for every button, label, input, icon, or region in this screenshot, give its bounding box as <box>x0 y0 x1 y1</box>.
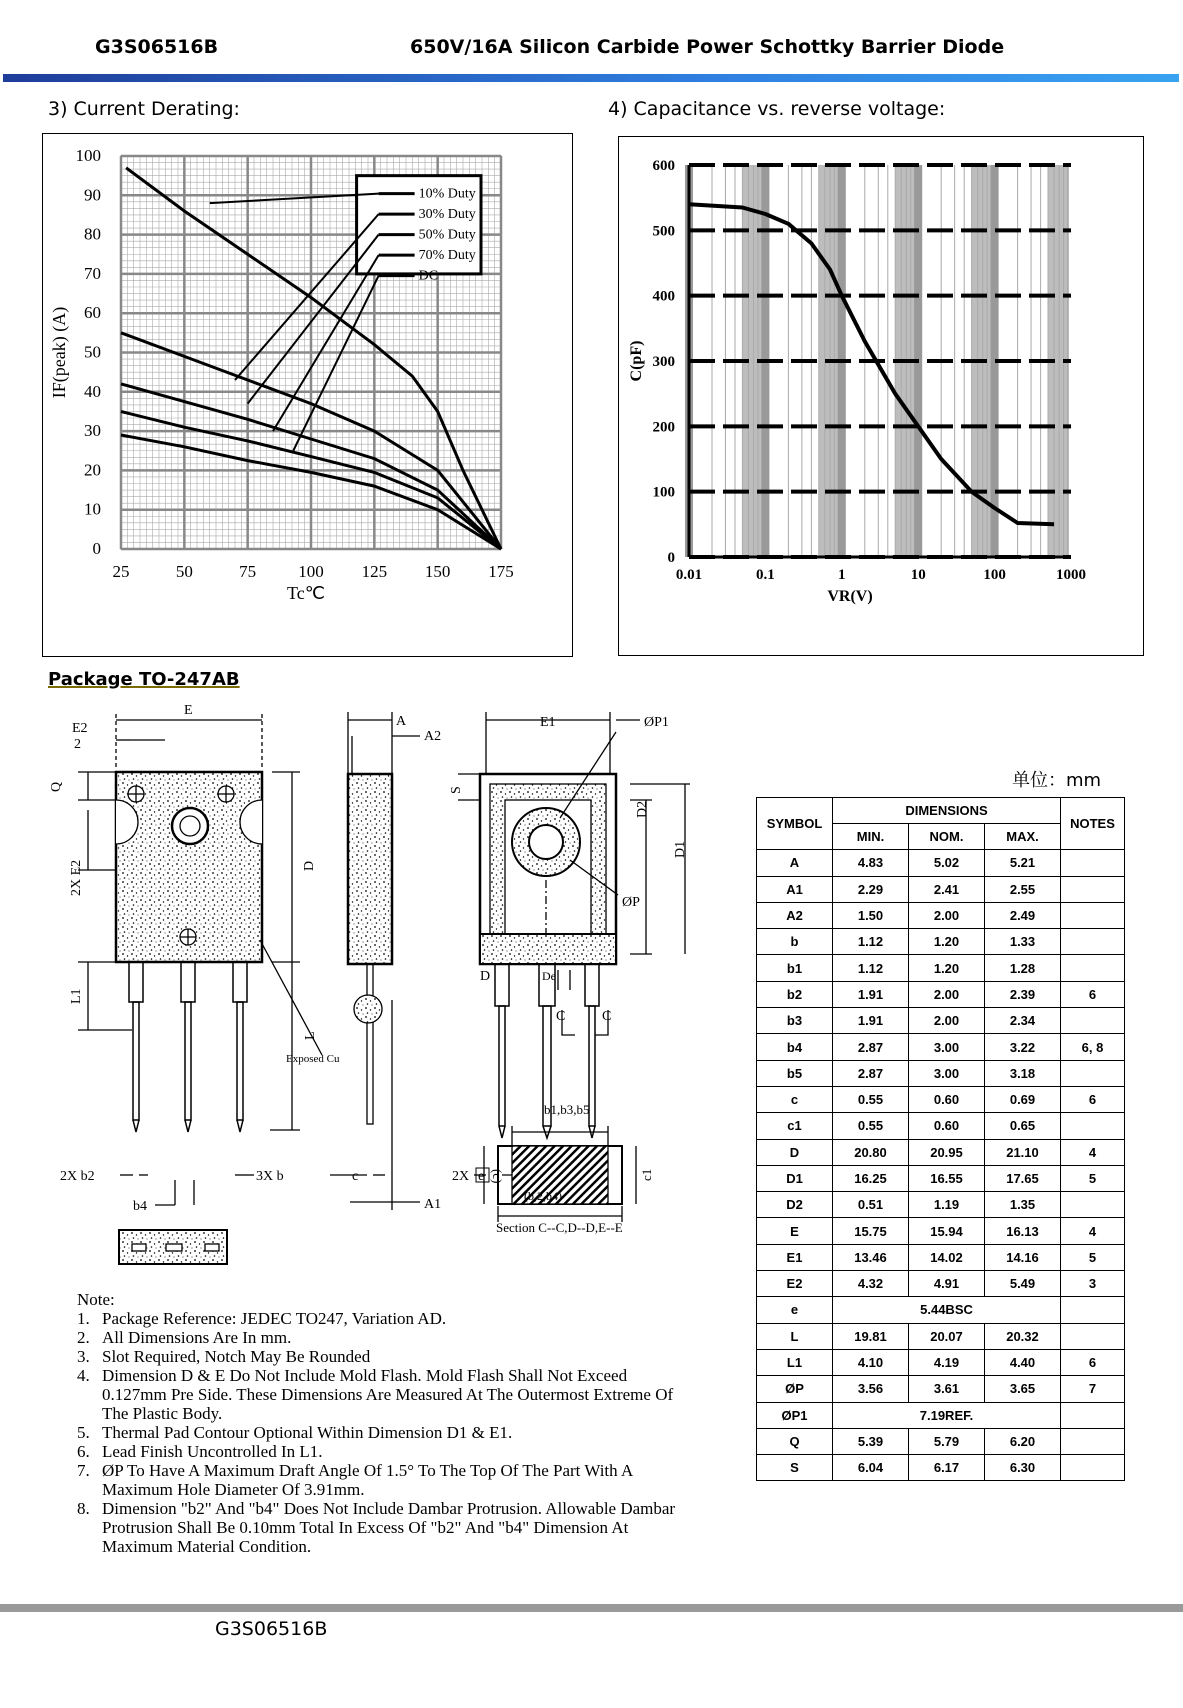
cell-notes <box>1061 1297 1125 1323</box>
cell-notes <box>1061 1113 1125 1139</box>
cell-notes: 5 <box>1061 1244 1125 1270</box>
table-row <box>757 1192 1125 1218</box>
cell-min: 1.91 <box>833 981 909 1007</box>
dim-label-L1: L1 <box>69 988 84 1004</box>
cell-max: 6.30 <box>985 1455 1061 1481</box>
y-tick-label: 600 <box>652 158 675 174</box>
cell-min: 4.83 <box>833 850 909 876</box>
dim-label-b1b3b5: b1,b3,b5 <box>544 1102 590 1117</box>
cell-symbol: b <box>757 929 833 955</box>
table-row <box>757 1349 1125 1375</box>
cell-notes <box>1061 1455 1125 1481</box>
table-row <box>757 1376 1125 1402</box>
cell-notes <box>1061 1060 1125 1086</box>
table-row <box>757 1086 1125 1112</box>
dim-label-b2b4: (b,2,b4) <box>524 1189 562 1203</box>
cell-symbol: A1 <box>757 876 833 902</box>
note-number: 1. <box>77 1309 90 1328</box>
note-number: 6. <box>77 1442 90 1461</box>
table-row <box>757 1060 1125 1086</box>
cell-symbol: Q <box>757 1428 833 1454</box>
dim-label-c: c <box>352 1169 359 1184</box>
x-tick-label: 1000 <box>1056 567 1086 583</box>
cell-nom: 2.00 <box>909 981 985 1007</box>
table-row <box>757 876 1125 902</box>
cell-nom: 1.20 <box>909 955 985 981</box>
dim-label-A: A <box>396 714 407 729</box>
cell-nom: 20.07 <box>909 1323 985 1349</box>
y-tick-label: 60 <box>84 303 101 323</box>
y-tick-label: 90 <box>84 185 101 205</box>
note-item <box>77 1366 677 1423</box>
cell-max: 1.28 <box>985 955 1061 981</box>
dim-label-D1: D1 <box>673 840 688 858</box>
cell-notes <box>1061 850 1125 876</box>
notes-heading: Note: <box>77 1290 115 1309</box>
table-row <box>757 1139 1125 1165</box>
cell-symbol: E2 <box>757 1271 833 1297</box>
cell-nom: 0.60 <box>909 1086 985 1112</box>
note-item <box>77 1423 677 1442</box>
cell-notes <box>1061 876 1125 902</box>
cell-nom: 3.00 <box>909 1060 985 1086</box>
cell-min: 4.32 <box>833 1271 909 1297</box>
cell-min: 0.55 <box>833 1086 909 1112</box>
x-tick-label: 125 <box>361 562 388 581</box>
footer-part-number: G3S06516B <box>215 1618 328 1640</box>
note-item <box>77 1499 677 1556</box>
header-rule <box>3 74 1179 82</box>
cell-max: 1.33 <box>985 929 1061 955</box>
y-axis-label: C(pF) <box>628 340 645 382</box>
cell-min: 20.80 <box>833 1139 909 1165</box>
cell-max: 6.20 <box>985 1428 1061 1454</box>
cell-symbol: c <box>757 1086 833 1112</box>
y-tick-label: 0 <box>667 550 675 566</box>
cell-nom: 16.55 <box>909 1165 985 1191</box>
cell-symbol: ØP <box>757 1376 833 1402</box>
x-tick-label: 50 <box>175 562 193 581</box>
dim-label-2x: 2X <box>452 1169 470 1184</box>
cell-min: 1.12 <box>833 955 909 981</box>
note-item <box>77 1442 677 1461</box>
cell-symbol: b3 <box>757 1008 833 1034</box>
table-row <box>757 1244 1125 1270</box>
table-row <box>757 1402 1125 1428</box>
y-tick-label: 80 <box>84 224 101 244</box>
exposed-cu-label: Exposed Cu <box>286 1053 340 1065</box>
cell-min: 2.87 <box>833 1034 909 1060</box>
y-tick-label: 40 <box>84 381 101 401</box>
cell-max: 14.16 <box>985 1244 1061 1270</box>
y-tick-label: 30 <box>84 421 101 441</box>
cell-notes: 4 <box>1061 1218 1125 1244</box>
cell-max: 2.39 <box>985 981 1061 1007</box>
legend-entry: 50% Duty <box>418 227 476 243</box>
table-row <box>757 1455 1125 1481</box>
x-tick-label: 150 <box>424 562 451 581</box>
capacitance-chart <box>618 136 1144 656</box>
dim-label-2xb2: 2X b2 <box>60 1169 95 1184</box>
dim-label-E2-div: 2 <box>74 737 81 752</box>
cell-nom: 1.19 <box>909 1192 985 1218</box>
section-caption: Section C--C,D--D,E--E <box>496 1220 623 1235</box>
cell-nom: 2.00 <box>909 902 985 928</box>
cell-nom: 6.17 <box>909 1455 985 1481</box>
section-label-C-left: C <box>556 1009 566 1024</box>
x-tick-label: 1 <box>838 567 846 583</box>
package-drawing <box>40 700 760 1280</box>
note-number: 4. <box>77 1366 90 1385</box>
cell-max: 2.55 <box>985 876 1061 902</box>
legend-entry: 30% Duty <box>418 207 476 223</box>
table-row <box>757 850 1125 876</box>
cell-max: 0.65 <box>985 1113 1061 1139</box>
cell-symbol: c1 <box>757 1113 833 1139</box>
col-dimensions: DIMENSIONS <box>833 798 1061 824</box>
note-text: All Dimensions Are In mm. <box>102 1328 292 1347</box>
cell-nom: 2.41 <box>909 876 985 902</box>
table-row <box>757 1428 1125 1454</box>
cell-max: 0.69 <box>985 1086 1061 1112</box>
cell-symbol: L1 <box>757 1349 833 1375</box>
cell-min: 1.50 <box>833 902 909 928</box>
cell-notes <box>1061 902 1125 928</box>
cell-nom: 3.00 <box>909 1034 985 1060</box>
cell-max: 17.65 <box>985 1165 1061 1191</box>
dim-label-c1: c1 <box>639 1168 654 1181</box>
y-tick-label: 10 <box>84 499 101 519</box>
y-tick-label: 300 <box>652 354 675 370</box>
section3-title: 3) Current Derating: <box>48 98 240 120</box>
legend-entry: 10% Duty <box>418 186 476 202</box>
col-notes: NOTES <box>1061 798 1125 850</box>
table-row <box>757 1113 1125 1139</box>
cell-symbol: D <box>757 1139 833 1165</box>
cell-notes <box>1061 1428 1125 1454</box>
cell-dimension-span: 7.19REF. <box>833 1402 1061 1428</box>
x-tick-label: 25 <box>112 562 130 581</box>
note-text: Dimension D & E Do Not Include Mold Flash. Mold Flash Shall Not Exceed 0.127mm Pre Side. These Dimensions Are Measured At The Outermost Extreme Of The Plastic Body. <box>102 1366 674 1423</box>
dim-label-2xE2: 2X E2 <box>69 859 84 896</box>
y-tick-label: 0 <box>92 539 101 558</box>
cell-min: 15.75 <box>833 1218 909 1244</box>
cell-nom: 4.19 <box>909 1349 985 1375</box>
cell-nom: 5.79 <box>909 1428 985 1454</box>
cell-max: 3.65 <box>985 1376 1061 1402</box>
x-tick-label: 100 <box>983 567 1006 583</box>
dim-label-E1: E1 <box>540 715 556 730</box>
cell-notes: 6 <box>1061 1349 1125 1375</box>
section-label-De: De <box>542 969 556 983</box>
cell-min: 5.39 <box>833 1428 909 1454</box>
note-number: 8. <box>77 1499 90 1518</box>
cell-dimension-span: 5.44BSC <box>833 1297 1061 1323</box>
cell-nom: 3.61 <box>909 1376 985 1402</box>
cell-max: 2.49 <box>985 902 1061 928</box>
cell-min: 2.87 <box>833 1060 909 1086</box>
cell-nom: 15.94 <box>909 1218 985 1244</box>
cell-symbol: E1 <box>757 1244 833 1270</box>
cell-nom: 2.00 <box>909 1008 985 1034</box>
dim-label-D2: D2 <box>635 800 650 818</box>
table-row <box>757 1165 1125 1191</box>
dim-label-Q: Q <box>49 781 64 792</box>
cell-notes <box>1061 1323 1125 1349</box>
cell-min: 1.91 <box>833 1008 909 1034</box>
note-number: 3. <box>77 1347 90 1366</box>
footer-rule <box>0 1604 1183 1612</box>
section-label-C-right: C <box>602 1009 612 1024</box>
header-title: 650V/16A Silicon Carbide Power Schottky Barrier Diode <box>410 36 1005 58</box>
cell-notes: 3 <box>1061 1271 1125 1297</box>
table-row <box>757 955 1125 981</box>
table-row <box>757 981 1125 1007</box>
x-tick-label: 100 <box>298 562 324 581</box>
note-text: ØP To Have A Maximum Draft Angle Of 1.5° To The Top Of The Part With A Maximum Hole Diameter Of 3.91mm. <box>102 1461 633 1499</box>
cell-notes: 6 <box>1061 981 1125 1007</box>
cell-notes: 6, 8 <box>1061 1034 1125 1060</box>
dimension-table <box>756 797 1125 1481</box>
cell-symbol: b5 <box>757 1060 833 1086</box>
table-row <box>757 929 1125 955</box>
cell-symbol: b4 <box>757 1034 833 1060</box>
cell-notes <box>1061 929 1125 955</box>
cell-symbol: b1 <box>757 955 833 981</box>
note-text: Package Reference: JEDEC TO247, Variation AD. <box>102 1309 447 1328</box>
note-item <box>77 1309 677 1328</box>
cell-max: 5.21 <box>985 850 1061 876</box>
x-axis-label: VR(V) <box>827 588 873 605</box>
cell-symbol: E <box>757 1218 833 1244</box>
note-item <box>77 1328 677 1347</box>
table-row <box>757 1008 1125 1034</box>
dim-label-3xb: 3X b <box>256 1169 284 1184</box>
cell-min: 13.46 <box>833 1244 909 1270</box>
note-text: Dimension "b2" And "b4" Does Not Include Dambar Protrusion. Allowable Dambar Protrusion Shall Be 0.10mm Total In Excess Of "b2" And "b4" Dimension At Maximum Material Condition. <box>102 1499 676 1556</box>
x-tick-label: 0.01 <box>675 567 703 583</box>
dim-label-c-paren: (c) <box>490 1169 505 1184</box>
cell-symbol: A <box>757 850 833 876</box>
cell-symbol: D2 <box>757 1192 833 1218</box>
dim-label-E2: E2 <box>72 721 88 736</box>
section-label-D: D <box>480 969 491 984</box>
cell-symbol: D1 <box>757 1165 833 1191</box>
dim-label-b4: b4 <box>133 1199 147 1214</box>
cell-max: 3.18 <box>985 1060 1061 1086</box>
x-tick-label: 0.1 <box>756 567 775 583</box>
cell-min: 16.25 <box>833 1165 909 1191</box>
table-row <box>757 1034 1125 1060</box>
y-tick-label: 100 <box>75 146 101 165</box>
cell-max: 21.10 <box>985 1139 1061 1165</box>
package-title: Package TO-247AB <box>48 669 240 690</box>
y-axis-label: IF(peak) (A) <box>49 306 69 399</box>
cell-nom: 0.60 <box>909 1113 985 1139</box>
note-text: Slot Required, Notch May Be Rounded <box>102 1347 371 1366</box>
cell-max: 16.13 <box>985 1218 1061 1244</box>
cell-notes: 6 <box>1061 1086 1125 1112</box>
cell-symbol: b2 <box>757 981 833 1007</box>
cell-max: 1.35 <box>985 1192 1061 1218</box>
dim-label-A2: A2 <box>424 729 442 744</box>
y-tick-label: 200 <box>652 419 675 436</box>
cell-max: 5.49 <box>985 1271 1061 1297</box>
current-derating-chart <box>42 133 573 657</box>
note-number: 2. <box>77 1328 90 1347</box>
cell-max: 4.40 <box>985 1349 1061 1375</box>
cell-nom: 20.95 <box>909 1139 985 1165</box>
col-max: MAX. <box>985 824 1061 850</box>
col-nom: NOM. <box>909 824 985 850</box>
cell-nom: 5.02 <box>909 850 985 876</box>
cell-min: 19.81 <box>833 1323 909 1349</box>
y-tick-label: 70 <box>84 263 101 283</box>
table-row <box>757 902 1125 928</box>
dim-label-P: ØP <box>622 895 640 910</box>
section4-title: 4) Capacitance vs. reverse voltage: <box>608 98 946 120</box>
cell-max: 3.22 <box>985 1034 1061 1060</box>
cell-max: 20.32 <box>985 1323 1061 1349</box>
cell-notes <box>1061 1402 1125 1428</box>
x-tick-label: 175 <box>488 562 514 581</box>
note-number: 5. <box>77 1423 90 1442</box>
dim-label-E: E <box>184 703 193 718</box>
dim-label-D: D <box>302 860 317 871</box>
cell-symbol: ØP1 <box>757 1402 833 1428</box>
cell-symbol: A2 <box>757 902 833 928</box>
cell-min: 0.55 <box>833 1113 909 1139</box>
header-part-number: G3S06516B <box>95 36 219 58</box>
y-tick-label: 20 <box>84 460 101 480</box>
x-tick-label: 75 <box>239 562 257 581</box>
capacitance-plot <box>619 137 1143 655</box>
cell-nom: 14.02 <box>909 1244 985 1270</box>
col-min: MIN. <box>833 824 909 850</box>
table-row <box>757 1297 1125 1323</box>
note-item <box>77 1461 677 1499</box>
y-tick-label: 500 <box>652 223 675 240</box>
cell-notes <box>1061 955 1125 981</box>
col-symbol: SYMBOL <box>757 798 833 850</box>
note-text: Lead Finish Uncontrolled In L1. <box>102 1442 323 1461</box>
cell-nom: 4.91 <box>909 1271 985 1297</box>
current-derating-plot <box>43 134 572 656</box>
dim-label-P1: ØP1 <box>644 715 669 730</box>
cell-symbol: S <box>757 1455 833 1481</box>
cell-min: 3.56 <box>833 1376 909 1402</box>
table-row <box>757 1323 1125 1349</box>
dim-label-e: e <box>478 1169 485 1184</box>
cell-notes <box>1061 1192 1125 1218</box>
cell-symbol: L <box>757 1323 833 1349</box>
legend-entry: 70% Duty <box>418 248 476 264</box>
legend-entry: DC <box>418 268 439 284</box>
cell-notes: 7 <box>1061 1376 1125 1402</box>
cell-min: 6.04 <box>833 1455 909 1481</box>
note-text: Thermal Pad Contour Optional Within Dimension D1 & E1. <box>102 1423 513 1442</box>
cell-min: 0.51 <box>833 1192 909 1218</box>
y-tick-label: 400 <box>652 288 675 305</box>
table-row <box>757 1271 1125 1297</box>
y-tick-label: 100 <box>652 484 675 501</box>
cell-symbol: e <box>757 1297 833 1323</box>
dim-label-S: S <box>449 786 464 794</box>
cell-notes: 5 <box>1061 1165 1125 1191</box>
x-axis-label: Tc℃ <box>287 583 325 603</box>
note-number: 7. <box>77 1461 90 1480</box>
unit-label: 单位：mm <box>1012 770 1102 791</box>
cell-notes: 4 <box>1061 1139 1125 1165</box>
dim-label-A1: A1 <box>424 1197 442 1212</box>
cell-min: 2.29 <box>833 876 909 902</box>
dim-label-L: L <box>303 1031 318 1040</box>
cell-min: 1.12 <box>833 929 909 955</box>
note-item <box>77 1347 677 1366</box>
y-tick-label: 50 <box>84 342 101 362</box>
cell-notes <box>1061 1008 1125 1034</box>
x-tick-label: 10 <box>910 567 926 583</box>
cell-nom: 1.20 <box>909 929 985 955</box>
cell-min: 4.10 <box>833 1349 909 1375</box>
cell-max: 2.34 <box>985 1008 1061 1034</box>
table-row <box>757 1218 1125 1244</box>
notes-section <box>77 1290 677 1556</box>
